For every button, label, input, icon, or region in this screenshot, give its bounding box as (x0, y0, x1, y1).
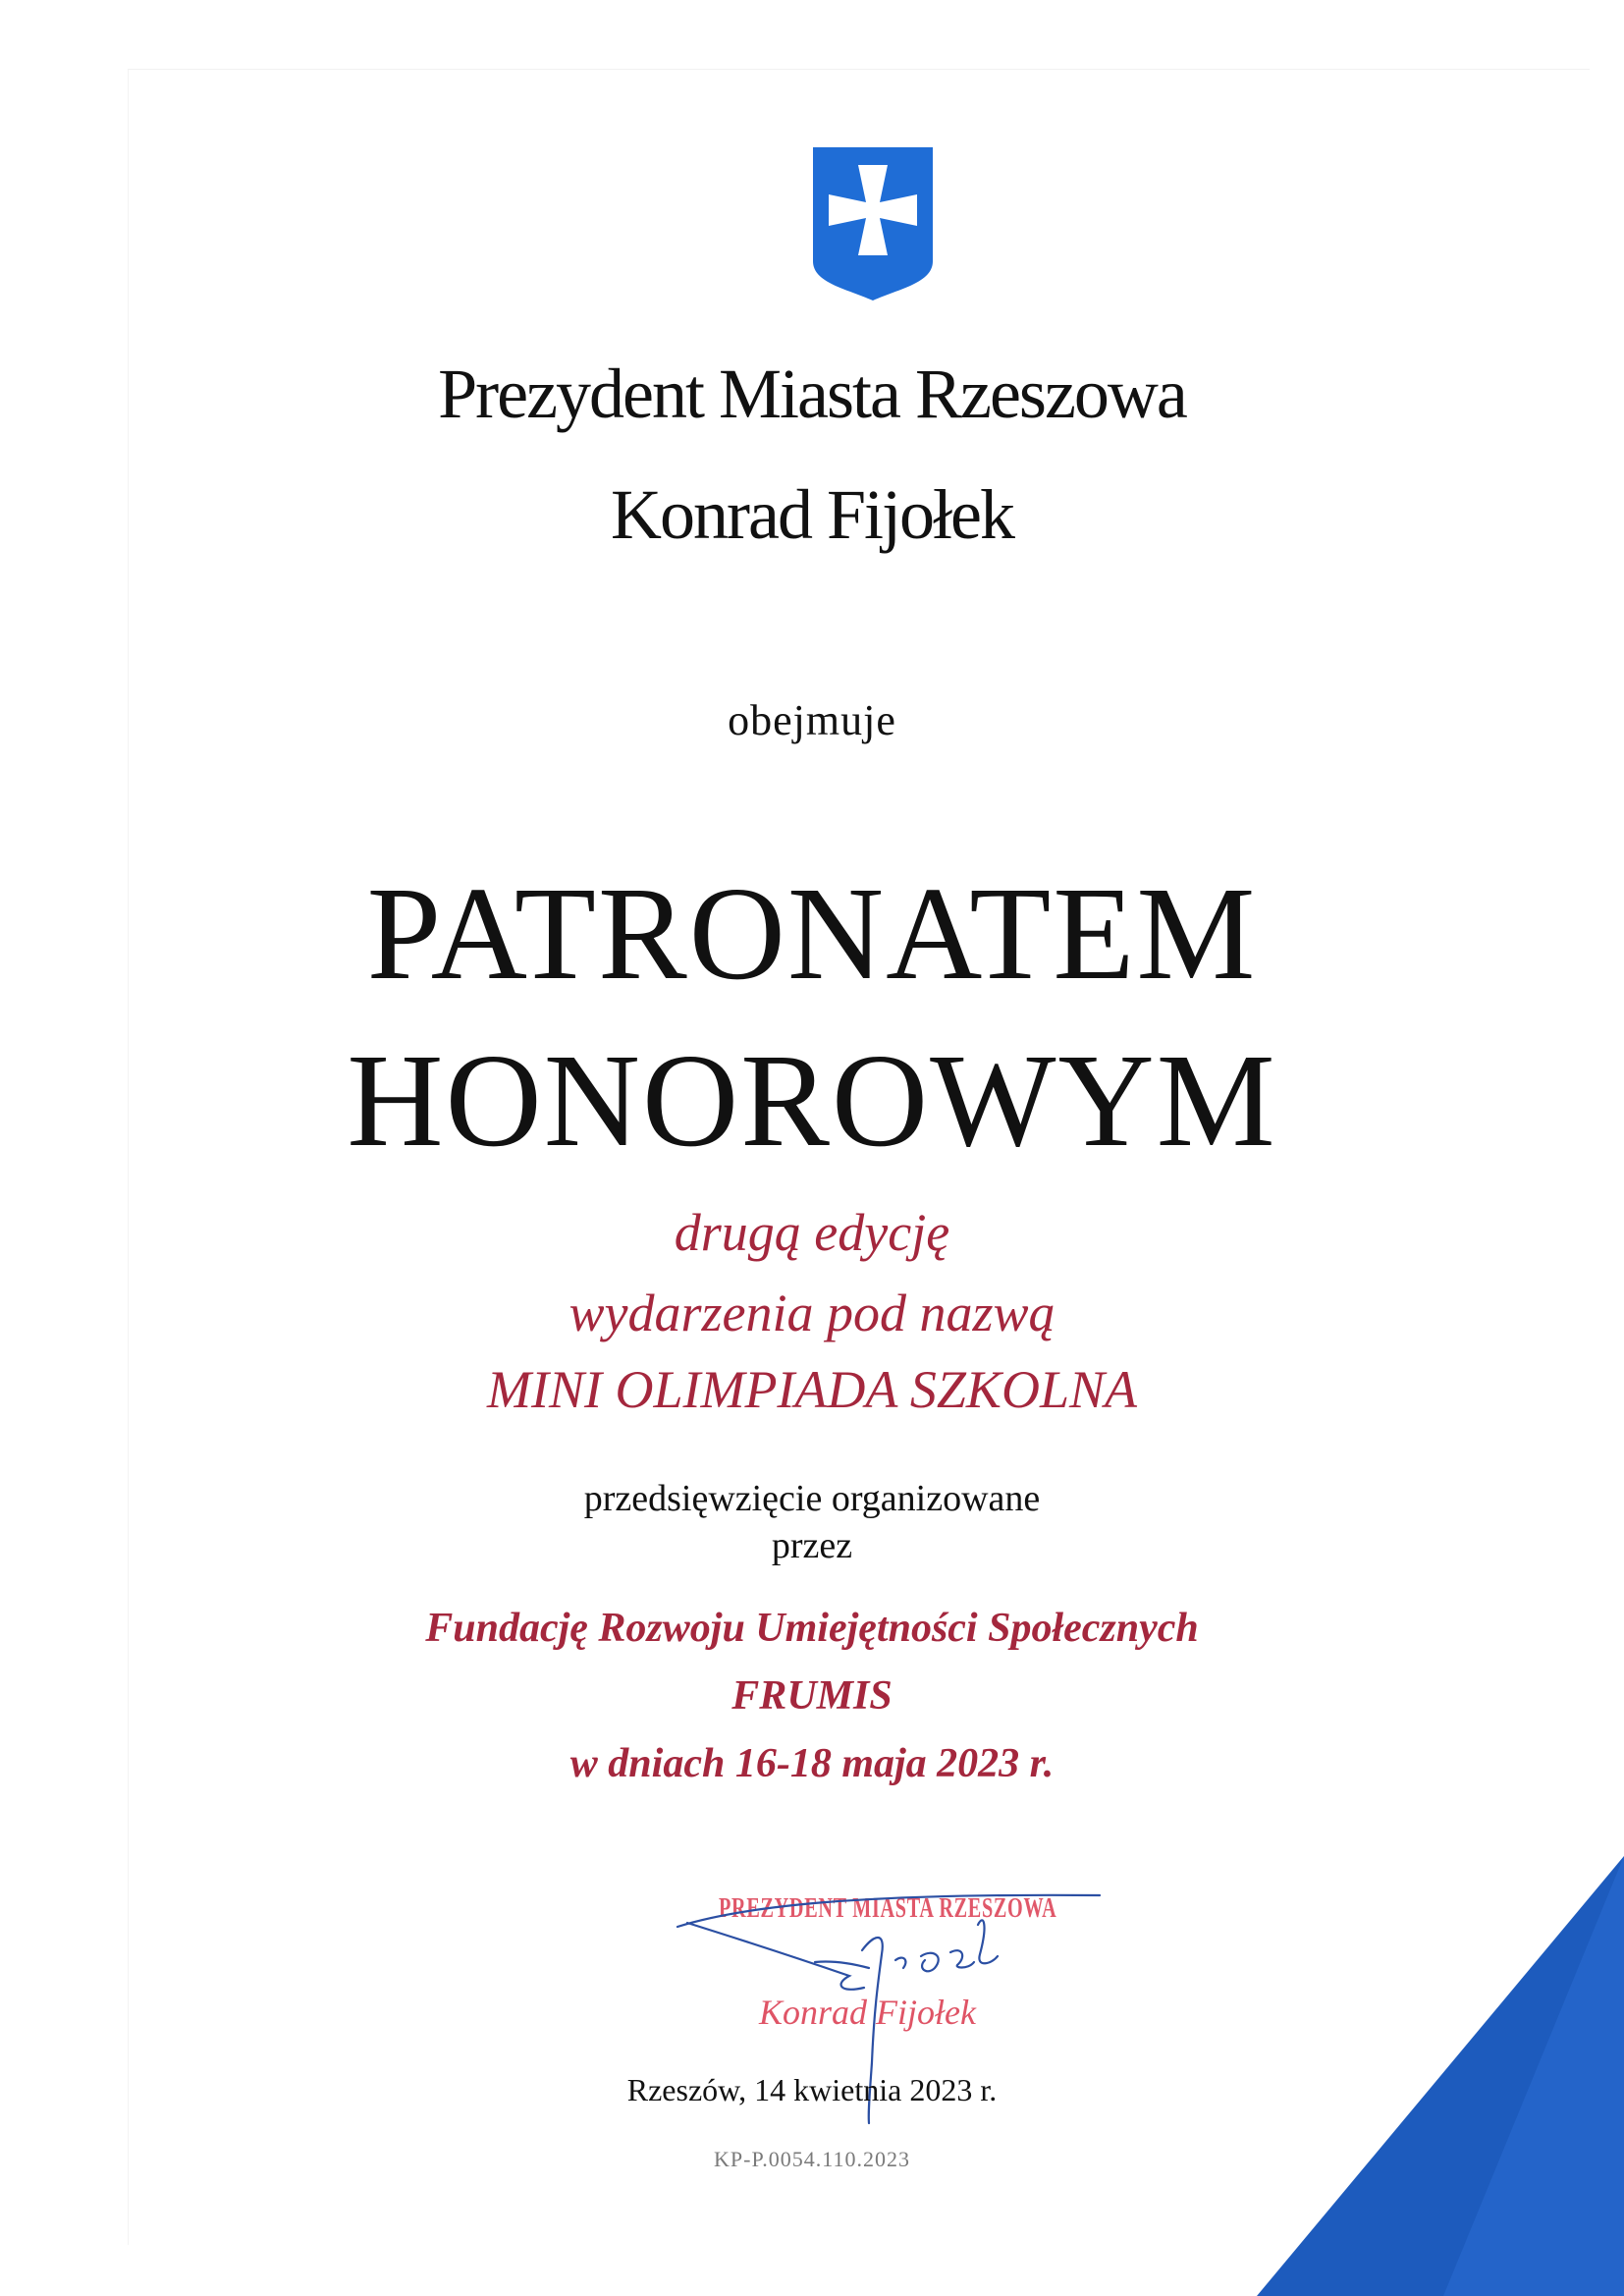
event-name: MINI OLIMPIADA SZKOLNA (486, 1360, 1137, 1419)
organized-line: przedsięwzięcie organizowane (583, 1478, 1041, 1519)
corner-decoration (1257, 1856, 1624, 2296)
place-and-date: Rzeszów, 14 kwietnia 2023 r. (626, 2072, 998, 2107)
foundation-name: Fundację Rozwoju Umiejętności Społecznych (425, 1606, 1199, 1651)
reference-number: KP-P.0054.110.2023 (714, 2147, 910, 2171)
title-line-2: HONOROWYM (347, 1027, 1277, 1175)
event-dates: w dniach 16-18 maja 2023 r. (569, 1741, 1055, 1786)
foundation-acronym: FRUMIS (731, 1673, 893, 1719)
president-name: Konrad Fijołek (611, 475, 1013, 554)
event-description: wydarzenia pod nazwą (568, 1284, 1056, 1342)
title-line-1: PATRONATEM (366, 860, 1258, 1008)
intro-verb: obejmuje (728, 696, 896, 744)
stamp-name: Konrad Fijołek (759, 1993, 976, 2032)
event-edition: drugą edycję (674, 1203, 950, 1262)
organized-by-line: przez (771, 1525, 853, 1566)
president-title: Prezydent Miasta Rzeszowa (438, 355, 1186, 433)
rzeszow-coat-of-arms-icon (811, 145, 935, 302)
stamp-title: PREZYDENT MIASTA RZESZOWA (719, 1893, 1057, 1924)
